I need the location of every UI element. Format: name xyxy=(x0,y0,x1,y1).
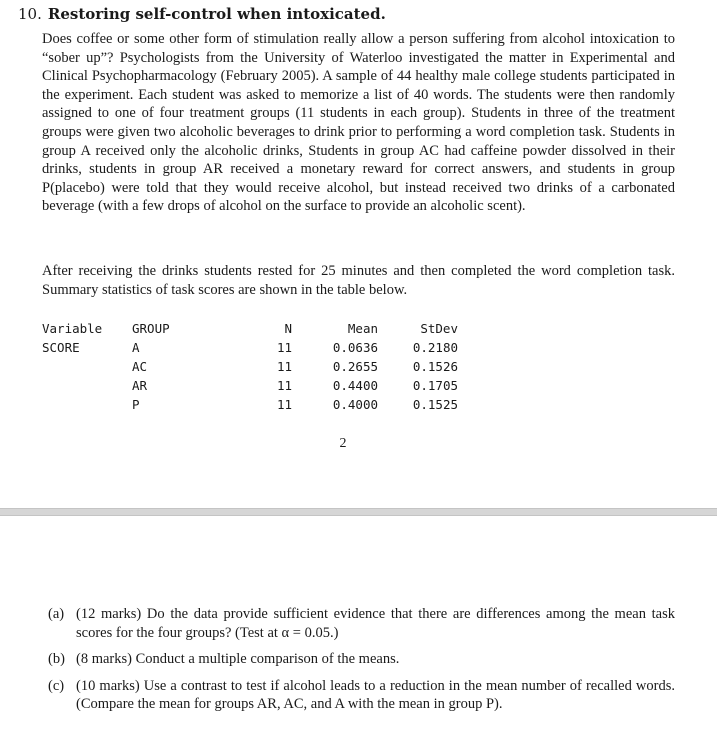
part-text: (10 marks) Use a contrast to test if alcohol leads to a reduction in the mean number of recalled words. (Compare the mean for groups AR, AC, and A with the mean in group P). xyxy=(76,677,675,713)
header-stdev: StDev xyxy=(420,321,458,336)
table-row xyxy=(40,395,458,414)
cell-mean: 0.4000 xyxy=(332,397,378,412)
part-label: (c) xyxy=(48,677,65,694)
part-text: (12 marks) Do the data provide sufficient evidence that there are differences among the mean task scores for the four groups? (Test at α = 0.05.) xyxy=(76,606,675,641)
cell-n: 11 xyxy=(276,397,292,412)
cell-n: 11 xyxy=(276,378,292,393)
cell-stdev: 0.1705 xyxy=(412,378,458,393)
summary-statistics-table xyxy=(40,319,458,414)
cell-n: 11 xyxy=(276,340,292,355)
page-separator xyxy=(0,508,717,516)
table-header-row xyxy=(40,319,458,338)
cell-group: AC xyxy=(132,359,148,374)
part-label: (b) xyxy=(48,651,65,668)
table-row xyxy=(40,357,458,376)
cell-mean: 0.2655 xyxy=(332,359,378,374)
list-item xyxy=(48,677,675,714)
cell-n: 11 xyxy=(276,359,292,374)
question-heading xyxy=(18,4,386,24)
page-2 xyxy=(0,516,717,749)
table-row xyxy=(40,376,458,395)
cell-mean: 0.0636 xyxy=(332,340,378,355)
part-text: (8 marks) Conduct a multiple comparison of the means. xyxy=(76,651,400,668)
cell-stdev: 0.1525 xyxy=(412,397,458,412)
list-item xyxy=(48,605,675,642)
list-item xyxy=(48,650,675,669)
cell-group: P xyxy=(132,397,140,412)
cell-stdev: 0.1526 xyxy=(412,359,458,374)
question-number: 10. xyxy=(18,5,42,23)
cell-group: A xyxy=(132,340,140,355)
question-paragraph-2: After receiving the drinks students rested for 25 minutes and then completed the word completion task. Summary statistics of task scores are shown in the table below. xyxy=(42,263,675,298)
cell-stdev: 0.2180 xyxy=(412,340,458,355)
cell-variable: SCORE xyxy=(42,340,80,355)
part-label: (a) xyxy=(48,606,65,622)
cell-mean: 0.4400 xyxy=(332,378,378,393)
header-variable: Variable xyxy=(42,321,103,336)
header-mean: Mean xyxy=(347,321,378,336)
page-number: 2 xyxy=(339,436,347,451)
header-group: GROUP xyxy=(132,321,170,336)
question-paragraph-1: Does coffee or some other form of stimulation really allow a person suffering from alcohol intoxication to “sober up”? Psychologists from the University of Waterloo investigated the matter in Experimental and Clinical Psychopharmacology (February 2005). A sample of 44 healthy male college students participated in the experiment. Each student was asked to memorize a list of 40 words. The students were then randomly assigned to one of four treatment groups (11 students in each group). Students in three of the treatment groups were given two alcoholic beverages to drink prior to performing a word completion task. Students in group A received only the alcoholic drinks, Students in group AC had caffeine powder dissolved in their drinks, students in group AR received a monetary reward for correct answers, and students in group P(placebo) were told that they would receive alcohol, but instead received two drinks of a carbonated beverage (with a few drops of alcohol on the surface to provide an alcoholic scent). xyxy=(42,31,675,215)
question-parts-list xyxy=(48,605,675,722)
question-title: Restoring self-control when intoxicated. xyxy=(47,5,386,23)
header-n: N xyxy=(284,321,292,336)
cell-group: AR xyxy=(132,378,148,393)
table-row xyxy=(40,338,458,357)
